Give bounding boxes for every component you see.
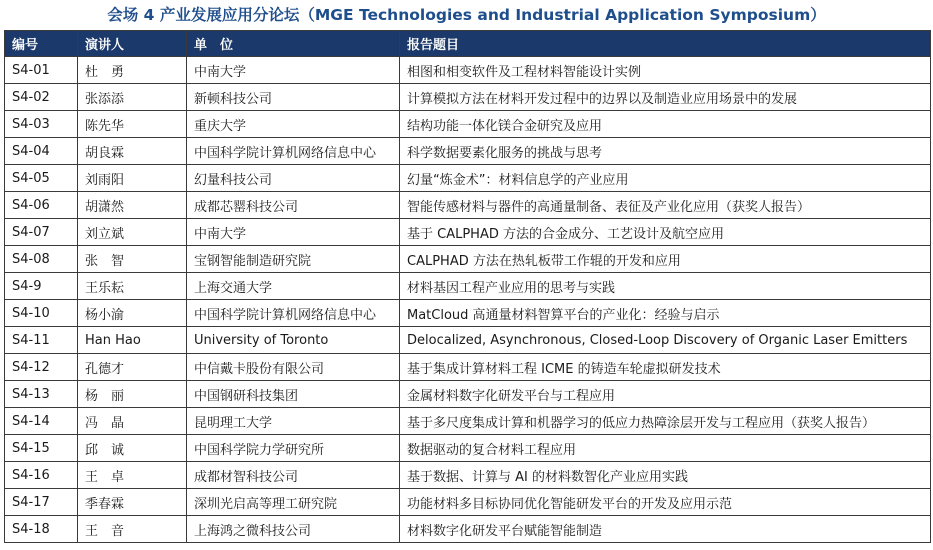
cell-id: S4-12 [5,354,78,381]
cell-speaker: 王 音 [78,516,187,543]
cell-topic: 材料基因工程产业应用的思考与实践 [400,273,931,300]
cell-organization: 上海鸿之微科技公司 [187,516,400,543]
cell-topic: 结构功能一体化镁合金研究及应用 [400,111,931,138]
cell-speaker: 冯 晶 [78,408,187,435]
cell-id: S4-10 [5,300,78,327]
cell-speaker: 季春霖 [78,489,187,516]
table-row [5,381,931,408]
table-row [5,138,931,165]
cell-id: S4-11 [5,327,78,354]
schedule-table [4,30,931,543]
cell-speaker: 胡良霖 [78,138,187,165]
table-row [5,354,931,381]
cell-speaker: 陈先华 [78,111,187,138]
cell-speaker: 王 卓 [78,462,187,489]
cell-speaker: Han Hao [78,327,187,354]
table-row [5,300,931,327]
table-row [5,408,931,435]
header-speaker: 演讲人 [78,31,187,57]
cell-organization: 中南大学 [187,219,400,246]
cell-organization: 中国科学院计算机网络信息中心 [187,300,400,327]
cell-topic: Delocalized, Asynchronous, Closed-Loop Discovery of Organic Laser Emitters [400,327,931,354]
cell-organization: 上海交通大学 [187,273,400,300]
cell-id: S4-9 [5,273,78,300]
cell-id: S4-13 [5,381,78,408]
cell-organization: 中国科学院计算机网络信息中心 [187,138,400,165]
cell-topic: 材料数字化研发平台赋能智能制造 [400,516,931,543]
header-id: 编号 [5,31,78,57]
cell-speaker: 胡潇然 [78,192,187,219]
cell-topic: 相图和相变软件及工程材料智能设计实例 [400,57,931,84]
cell-id: S4-08 [5,246,78,273]
header-topic: 报告题目 [400,31,931,57]
cell-id: S4-03 [5,111,78,138]
table-row [5,192,931,219]
cell-topic: 金属材料数字化研发平台与工程应用 [400,381,931,408]
cell-organization: University of Toronto [187,327,400,354]
cell-topic: MatCloud 高通量材料智算平台的产业化：经验与启示 [400,300,931,327]
cell-topic: 基于集成计算材料工程 ICME 的铸造车轮虚拟研发技术 [400,354,931,381]
table-row [5,462,931,489]
cell-organization: 中国科学院力学研究所 [187,435,400,462]
cell-topic: 智能传感材料与器件的高通量制备、表征及产业化应用（获奖人报告） [400,192,931,219]
cell-organization: 新顿科技公司 [187,84,400,111]
table-header-row [5,31,931,57]
table-body [5,57,931,543]
cell-organization: 中信戴卡股份有限公司 [187,354,400,381]
cell-speaker: 王乐耘 [78,273,187,300]
cell-topic: 功能材料多目标协同优化智能研发平台的开发及应用示范 [400,489,931,516]
cell-speaker: 刘立斌 [78,219,187,246]
table-row [5,246,931,273]
cell-topic: 数据驱动的复合材料工程应用 [400,435,931,462]
cell-id: S4-07 [5,219,78,246]
header-organization: 单 位 [187,31,400,57]
cell-organization: 中国钢研科技集团 [187,381,400,408]
cell-organization: 昆明理工大学 [187,408,400,435]
table-row [5,327,931,354]
cell-id: S4-01 [5,57,78,84]
table-row [5,219,931,246]
table-row [5,84,931,111]
cell-speaker: 杨小渝 [78,300,187,327]
cell-organization: 重庆大学 [187,111,400,138]
cell-id: S4-14 [5,408,78,435]
cell-id: S4-05 [5,165,78,192]
cell-topic: 基于数据、计算与 AI 的材料数智化产业应用实践 [400,462,931,489]
cell-speaker: 刘雨阳 [78,165,187,192]
cell-topic: 基于 CALPHAD 方法的合金成分、工艺设计及航空应用 [400,219,931,246]
cell-id: S4-18 [5,516,78,543]
cell-organization: 成都材智科技公司 [187,462,400,489]
cell-id: S4-04 [5,138,78,165]
table-row [5,435,931,462]
cell-speaker: 邱 诚 [78,435,187,462]
cell-organization: 成都芯罂科技公司 [187,192,400,219]
table-row [5,516,931,543]
cell-organization: 中南大学 [187,57,400,84]
cell-topic: 计算模拟方法在材料开发过程中的边界以及制造业应用场景中的发展 [400,84,931,111]
cell-topic: 基于多尺度集成计算和机器学习的低应力热障涂层开发与工程应用（获奖人报告） [400,408,931,435]
cell-id: S4-02 [5,84,78,111]
cell-speaker: 杨 丽 [78,381,187,408]
cell-organization: 宝钢智能制造研究院 [187,246,400,273]
table-row [5,57,931,84]
cell-id: S4-06 [5,192,78,219]
cell-id: S4-16 [5,462,78,489]
cell-organization: 深圳光启高等理工研究院 [187,489,400,516]
cell-speaker: 孔德才 [78,354,187,381]
cell-topic: 幻量“炼金术”：材料信息学的产业应用 [400,165,931,192]
table-row [5,111,931,138]
cell-id: S4-15 [5,435,78,462]
cell-speaker: 张 智 [78,246,187,273]
page-title: 会场 4 产业发展应用分论坛（MGE Technologies and Industrial Application Symposium） [107,6,826,24]
cell-topic: CALPHAD 方法在热轧板带工作辊的开发和应用 [400,246,931,273]
cell-id: S4-17 [5,489,78,516]
cell-topic: 科学数据要素化服务的挑战与思考 [400,138,931,165]
table-row [5,273,931,300]
cell-organization: 幻量科技公司 [187,165,400,192]
table-row [5,489,931,516]
cell-speaker: 杜 勇 [78,57,187,84]
table-row [5,165,931,192]
cell-speaker: 张添添 [78,84,187,111]
